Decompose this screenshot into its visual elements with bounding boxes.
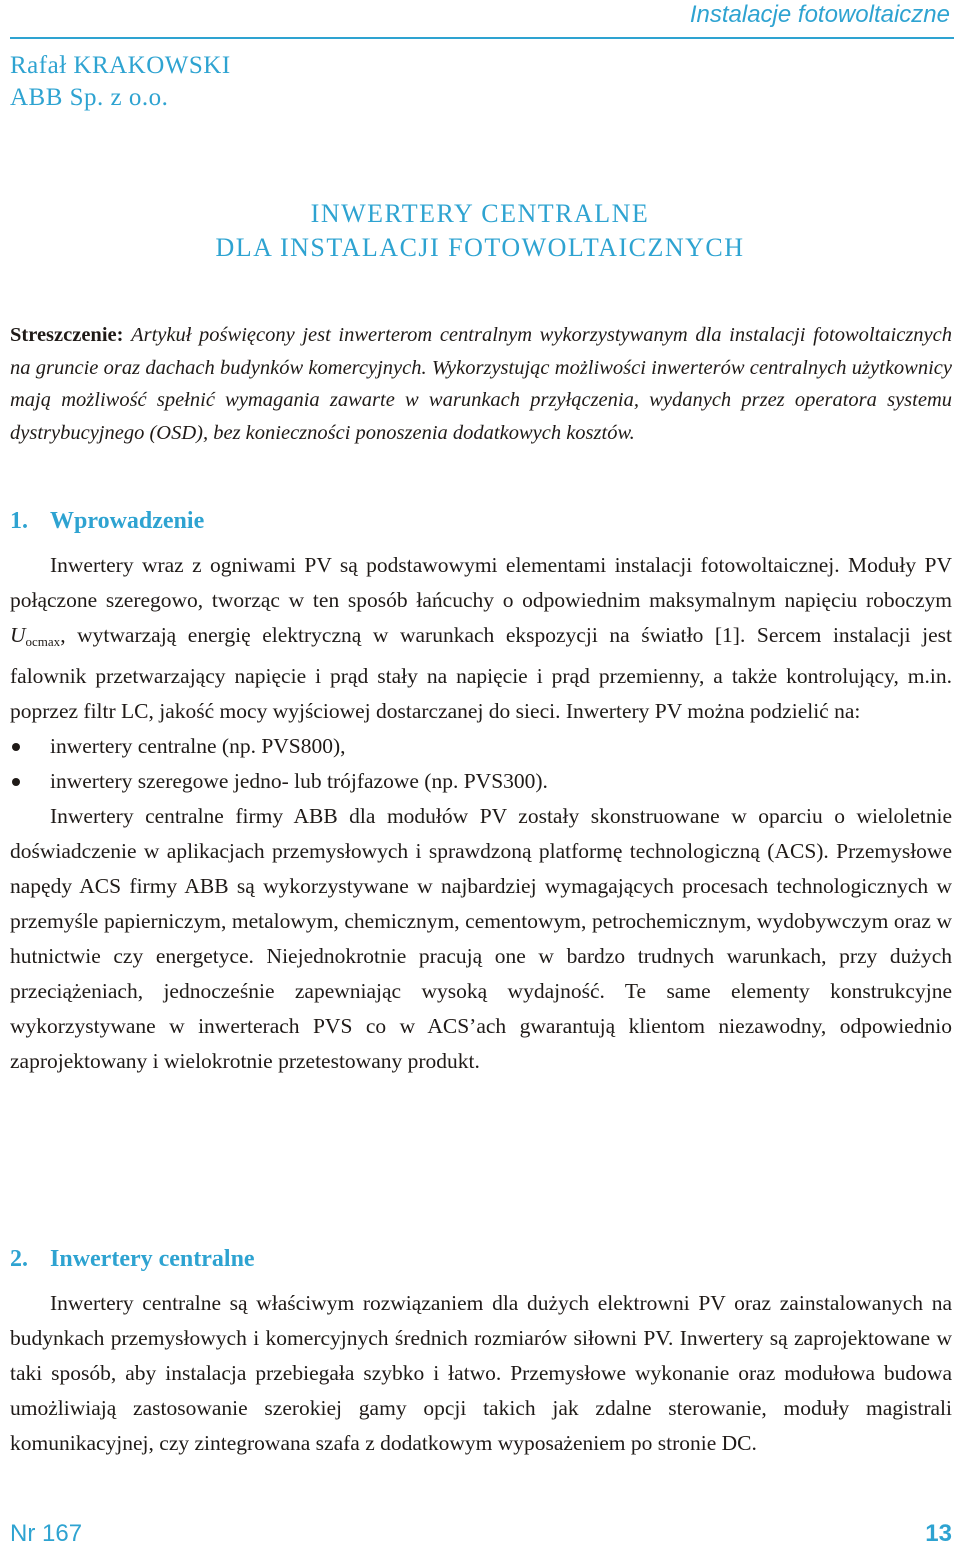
bullet-icon <box>12 743 20 751</box>
section-1-paragraph-2: Inwertery centralne firmy ABB dla modułów PV zostały skonstruowane w oparciu o wieloletnie doświadczenie w aplikacjach przemysłowych i sprawdzoną platformę technologiczną (ACS). Przemysłowe napędy ACS firmy ABB są wykorzystywane w najbardziej wymagających procesach technologicznych w przemyśle papierniczym, metalowym, chemicznym, cementowym, petrochemicznym, wydobywczym oraz w hutnictwie czy energetyce. Niejednokrotnie pracują one w bardzo trudnych warunkach, przy dużych przeciążeniach, jednocześnie zapewniając wysoką wydajność. Te same elementy konstrukcyjne wykorzystywane w inwerterach PVS co w ACS’ach gwarantują klientom niezawodny, odpowiednio zaprojektowany i wielokrotnie przetestowany produkt. <box>10 804 952 1073</box>
inverter-types-list <box>10 729 952 799</box>
section-1-title: Wprowadzenie <box>50 508 205 534</box>
list-item-text: inwertery szeregowe jedno- lub trójfazowe (np. PVS300). <box>50 769 548 793</box>
section-1-paragraph-1 <box>10 548 952 729</box>
abstract-text: Artykuł poświęcony jest inwerterom centralnym wykorzystywanym dla instalacji fotowoltaicznych na gruncie oraz dachach budynków komercyjnych. Wykorzystując możliwości inwerterów centralnych użytkownicy mają możliwość spełnić wymagania zawarte w warunkach przyłączenia, wydanych przez operatora systemu dystrybucyjnego (OSD), bez konieczności ponoszenia dodatkowych kosztów. <box>10 324 953 444</box>
header-rule <box>10 37 954 39</box>
article-title-line-1: INWERTERY CENTRALNE <box>310 199 650 228</box>
list-item <box>10 729 952 764</box>
abstract <box>10 319 952 449</box>
abstract-label: Streszczenie: <box>10 324 124 346</box>
author-block <box>10 50 231 114</box>
section-2-heading <box>10 1243 255 1275</box>
section-1-heading <box>10 505 204 537</box>
author-name: Rafał KRAKOWSKI <box>10 52 231 79</box>
page-footer <box>10 1520 952 1552</box>
article-title-line-2: DLA INSTALACJI FOTOWOLTAICZNYCH <box>215 233 745 262</box>
voltage-symbol: U <box>10 623 26 647</box>
bullet-icon <box>12 778 20 786</box>
section-1-body <box>10 548 952 1079</box>
issue-number: Nr 167 <box>10 1520 83 1547</box>
paragraph-text: , wytwarzają energię elektryczną w warunkach ekspozycji na światło [1]. Sercem instalacji jest falownik przetwarzający napięcie i prąd stały na napięcie i prąd przemienny, a także kontrolujący, m.in. poprzez filtr LC, jakość mocy wyjściowej dostarczanej do sieci. Inwertery PV można podzielić na: <box>10 623 952 723</box>
section-2-paragraph-1: Inwertery centralne są właściwym rozwiązaniem dla dużych elektrowni PV oraz zainstalowanych na budynkach przemysłowych i komercyjnych średnich rozmiarów siłowni PV. Inwertery są zaprojektowane w taki sposób, aby instalacja przebiegała szybko i łatwo. Przemysłowe wykonanie oraz modułowa budowa umożliwiają zastosowanie szerokiej gamy opcji takich jak zdalne sterowanie, moduły magistrali komunikacyjnej, czy zintegrowana szafa z dodatkowym wyposażeniem po stronie DC. <box>10 1291 952 1455</box>
running-title: Instalacje fotowoltaiczne <box>682 0 950 30</box>
list-item <box>10 764 952 799</box>
section-2-body <box>10 1286 952 1461</box>
section-1-number: 1. <box>10 508 28 534</box>
page-number: 13 <box>925 1520 952 1547</box>
list-item-text: inwertery centralne (np. PVS800), <box>50 734 346 758</box>
running-header <box>10 0 954 42</box>
voltage-symbol-subscript: ocmax <box>25 634 61 649</box>
author-affiliation: ABB Sp. z o.o. <box>10 84 169 111</box>
section-2-title: Inwertery centralne <box>50 1246 255 1272</box>
paragraph-text: Inwertery wraz z ogniwami PV są podstawowymi elementami instalacji fotowoltaicznej. Moduły PV połączone szeregowo, tworząc w ten sposób łańcuchy o odpowiednim maksymalnym napięciu roboczym <box>10 553 952 612</box>
article-title <box>0 197 960 265</box>
section-2-number: 2. <box>10 1246 28 1272</box>
